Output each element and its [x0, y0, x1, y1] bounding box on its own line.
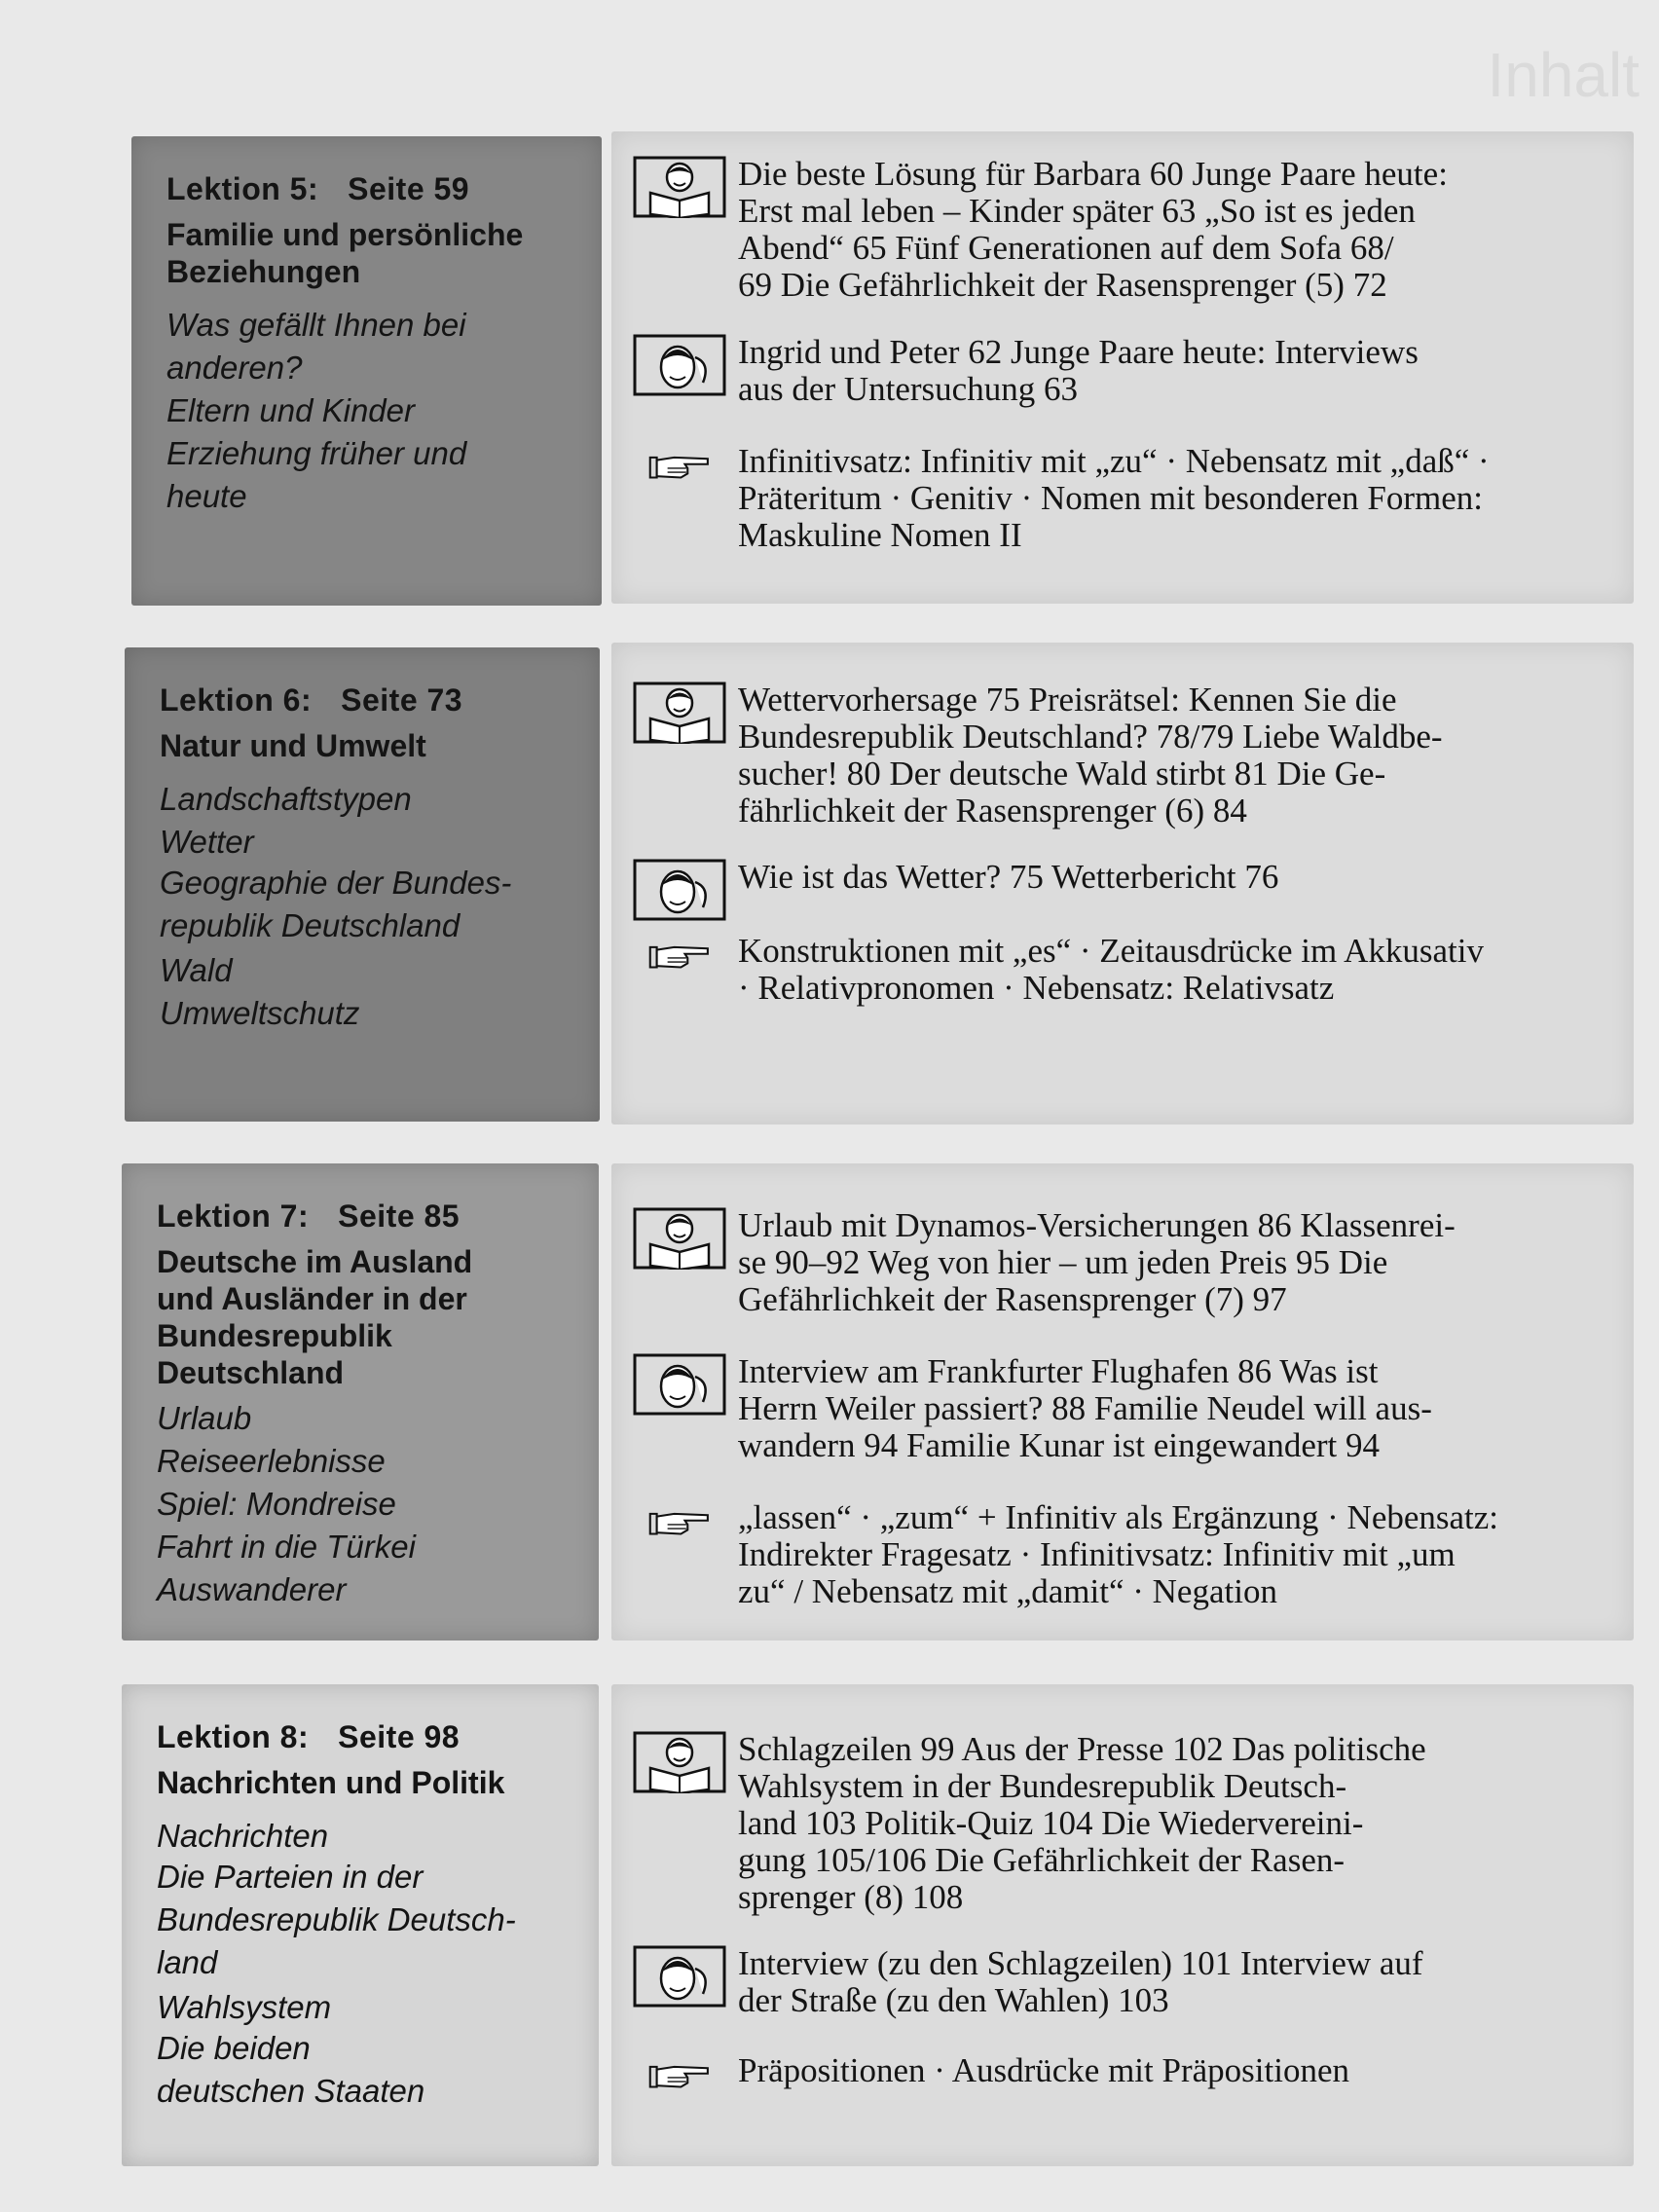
grammar-pointing-hand-icon [633, 451, 726, 494]
topic-item: Bundesrepublik Deutsch- [157, 1901, 516, 1937]
reading-icon [633, 1207, 726, 1270]
lesson-heading [157, 1197, 564, 1235]
topic-item: Geographie der Bundes- [160, 865, 512, 901]
listening-icon [633, 1945, 726, 2008]
listening-text [738, 1945, 1604, 2019]
lesson-page: Seite 73 [341, 682, 463, 718]
topic-item: Urlaub [157, 1400, 252, 1436]
reading-line: Gefährlichkeit der Rasensprenger (7) 97 [738, 1280, 1287, 1318]
reading-icon [633, 682, 726, 744]
reading-line: Wettervorhersage 75 Preisrätsel: Kennen Sie die [738, 681, 1397, 719]
lesson-6-content-panel [611, 643, 1634, 1124]
lesson-5-info-panel [131, 136, 602, 606]
lesson-5 [0, 131, 1659, 608]
topic-item: republik Deutschland [160, 907, 461, 943]
grammar-line: Maskuline Nomen II [738, 516, 1022, 554]
reading-line: land 103 Politik-Quiz 104 Die Wiedervereini- [738, 1804, 1364, 1842]
listening-text [738, 1353, 1604, 1464]
topic-item: Erziehung früher und [166, 435, 467, 471]
listening-line: Wie ist das Wetter? 75 Wetterbericht 76 [738, 858, 1279, 896]
listening-line: wandern 94 Familie Kunar ist eingewandert 94 [738, 1426, 1380, 1464]
topic-item: Fahrt in die Türkei [157, 1529, 416, 1565]
reading-line: fährlichkeit der Rasensprenger (6) 84 [738, 792, 1247, 830]
topic-item: Auswanderer [157, 1571, 347, 1607]
lesson-title [157, 1243, 564, 1391]
lesson-title-line: Bundesrepublik [157, 1318, 392, 1353]
lesson-topics [166, 304, 567, 518]
reading-text [738, 1207, 1604, 1318]
grammar-line: „lassen“ · „zum“ + Infinitiv als Ergänzung · Nebensatz: [738, 1498, 1499, 1536]
lesson-8 [0, 1684, 1659, 2171]
topic-item: Die Parteien in der [157, 1859, 424, 1895]
grammar-pointing-hand-icon [633, 940, 726, 983]
lesson-number: Lektion 8: [157, 1719, 310, 1754]
page-corner-text: Inhalt [1487, 40, 1640, 110]
lesson-title-line: Deutschland [157, 1355, 345, 1390]
listening-text [738, 334, 1604, 408]
listening-icon [633, 859, 726, 921]
lesson-number: Lektion 7: [157, 1198, 310, 1234]
reading-line: sucher! 80 Der deutsche Wald stirbt 81 Die Ge- [738, 755, 1386, 793]
lesson-page: Seite 85 [338, 1198, 461, 1234]
grammar-line: Präteritum · Genitiv · Nomen mit besonderen Formen: [738, 479, 1483, 517]
grammar-line: · Relativpronomen · Nebensatz: Relativsatz [738, 969, 1335, 1007]
topic-item: Wetter [160, 824, 254, 860]
listening-text [738, 859, 1604, 896]
reading-line: Abend“ 65 Fünf Generationen auf dem Sofa 68/ [738, 229, 1394, 267]
listening-icon [633, 334, 726, 396]
lesson-6-info-panel [125, 647, 600, 1122]
topic-item: deutschen Staaten [157, 2073, 425, 2109]
reading-line: Die beste Lösung für Barbara 60 Junge Paare heute: [738, 155, 1448, 193]
lesson-title [157, 1764, 564, 1801]
lesson-page: Seite 59 [348, 171, 470, 206]
lesson-number: Lektion 6: [160, 682, 313, 718]
grammar-pointing-hand-icon [633, 2060, 726, 2103]
reading-line: 69 Die Gefährlichkeit der Rasensprenger (5) 72 [738, 266, 1387, 304]
topic-item: heute [166, 478, 247, 514]
topic-item: Was gefällt Ihnen bei [166, 307, 466, 343]
listening-icon [633, 1353, 726, 1416]
grammar-text [738, 443, 1604, 554]
lesson-title [166, 216, 567, 290]
listening-line: Interview (zu den Schlagzeilen) 101 Interview auf [738, 1944, 1423, 1982]
topic-item: Wald [160, 952, 233, 988]
topic-item: anderen? [166, 350, 303, 386]
topic-item: land [157, 1944, 218, 1980]
lesson-title-line: und Ausländer in der [157, 1281, 467, 1316]
listening-line: aus der Untersuchung 63 [738, 370, 1078, 408]
reading-line: Urlaub mit Dynamos-Versicherungen 86 Klassenrei- [738, 1206, 1456, 1244]
lesson-page: Seite 98 [338, 1719, 461, 1754]
listening-line: der Straße (zu den Wahlen) 103 [738, 1981, 1169, 2019]
grammar-line: Präpositionen · Ausdrücke mit Präpositionen [738, 2051, 1349, 2089]
topic-item: Spiel: Mondreise [157, 1486, 396, 1522]
reading-line: Wahlsystem in der Bundesrepublik Deutsch- [738, 1767, 1347, 1805]
grammar-line: zu“ / Nebensatz mit „damit“ · Negation [738, 1572, 1277, 1610]
grammar-pointing-hand-icon [633, 1507, 726, 1550]
grammar-line: Konstruktionen mit „es“ · Zeitausdrücke im Akkusativ [738, 932, 1484, 970]
lesson-8-content-panel [611, 1684, 1634, 2166]
topic-item: Nachrichten [157, 1818, 329, 1854]
lesson-8-info-panel [122, 1684, 599, 2166]
lesson-6 [0, 643, 1659, 1129]
lesson-7-info-panel [122, 1163, 599, 1641]
topic-item: Wahlsystem [157, 1989, 332, 2025]
reading-line: gung 105/106 Die Gefährlichkeit der Rasen- [738, 1841, 1346, 1879]
lesson-number: Lektion 5: [166, 171, 319, 206]
lesson-topics [157, 1815, 564, 2111]
reading-line: se 90–92 Weg von hier – um jeden Preis 95 Die [738, 1243, 1388, 1281]
topic-item: Umweltschutz [160, 995, 360, 1031]
reading-line: Schlagzeilen 99 Aus der Presse 102 Das politische [738, 1730, 1426, 1768]
grammar-line: Infinitivsatz: Infinitiv mit „zu“ · Nebensatz mit „daß“ · [738, 442, 1490, 480]
lesson-title-line: Familie und persönliche [166, 217, 524, 252]
grammar-line: Indirekter Fragesatz · Infinitivsatz: Infinitiv mit „um [738, 1535, 1456, 1573]
grammar-text [738, 2052, 1604, 2089]
lesson-title-line: Natur und Umwelt [160, 728, 426, 763]
lesson-heading [166, 169, 567, 208]
topic-item: Die beiden [157, 2030, 311, 2066]
lesson-heading [160, 681, 565, 719]
grammar-text [738, 1499, 1604, 1610]
topic-item: Reiseerlebnisse [157, 1443, 386, 1479]
reading-icon [633, 1731, 726, 1793]
lesson-7 [0, 1163, 1659, 1645]
reading-text [738, 682, 1604, 830]
lesson-5-content-panel [611, 131, 1634, 604]
grammar-text [738, 933, 1604, 1007]
reading-icon [633, 156, 726, 218]
lesson-title-line: Beziehungen [166, 254, 361, 289]
reading-text [738, 1731, 1604, 1916]
reading-line: sprenger (8) 108 [738, 1878, 964, 1916]
topic-item: Eltern und Kinder [166, 392, 415, 428]
reading-line: Erst mal leben – Kinder später 63 „So ist es jeden [738, 192, 1416, 230]
lesson-title-line: Nachrichten und Politik [157, 1765, 505, 1800]
reading-text [738, 156, 1604, 304]
topic-item: Landschaftstypen [160, 781, 412, 817]
listening-line: Ingrid und Peter 62 Junge Paare heute: Interviews [738, 333, 1419, 371]
lesson-7-content-panel [611, 1163, 1634, 1641]
lesson-title [160, 727, 565, 764]
listening-line: Interview am Frankfurter Flughafen 86 Was ist [738, 1352, 1379, 1390]
lesson-topics [160, 778, 565, 1035]
lesson-heading [157, 1717, 564, 1756]
listening-line: Herrn Weiler passiert? 88 Familie Neudel will aus- [738, 1389, 1432, 1427]
reading-line: Bundesrepublik Deutschland? 78/79 Liebe Waldbe- [738, 718, 1443, 756]
lesson-topics [157, 1397, 564, 1611]
lesson-title-line: Deutsche im Ausland [157, 1244, 473, 1279]
